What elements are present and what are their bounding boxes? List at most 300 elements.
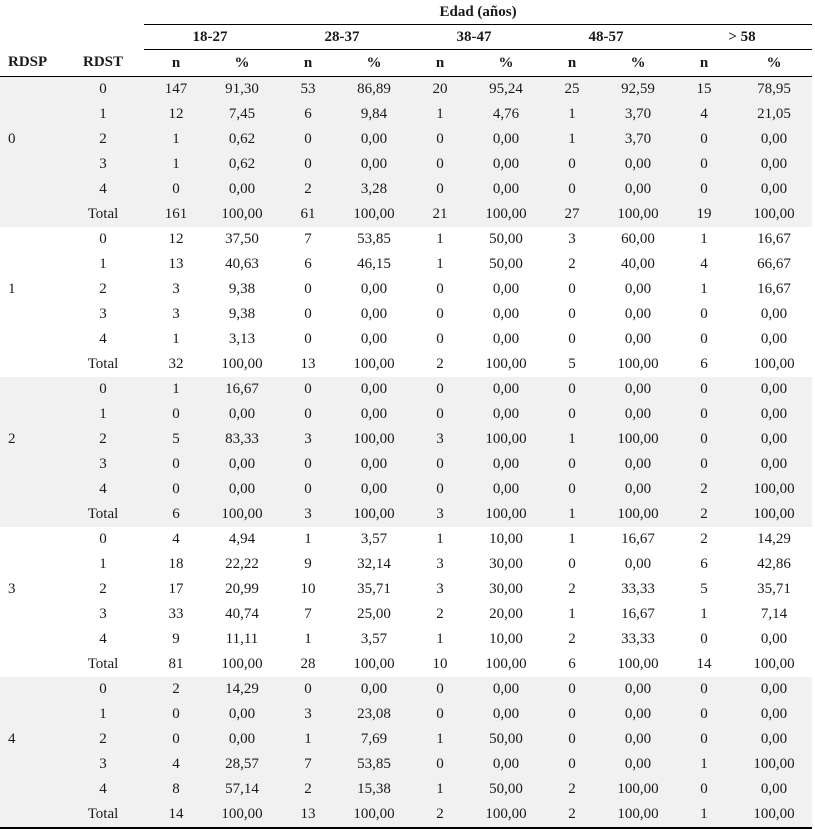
n-cell: 3 [276,427,340,452]
n-cell: 2 [700,531,708,547]
rdst-cell: 4 [99,631,107,647]
n-cell: 1 [700,606,708,622]
rdsp-cell [0,327,62,352]
pct-cell: 7,69 [340,727,408,752]
rdsp-cell [0,802,62,828]
n-cell: 0 [540,452,604,477]
pct-cell: 0,00 [208,452,276,477]
n-cell: 61 [276,202,340,227]
n-cell: 13 [168,256,184,272]
n-cell: 0 [408,377,472,402]
table-row [0,302,812,327]
n-cell: 5 [568,356,576,372]
rdsp-cell [0,202,62,227]
n-cell: 5 [144,427,208,452]
pct-cell: 16,67 [757,281,791,297]
n-cell: 6 [144,502,208,527]
n-cell: 2 [276,177,340,202]
n-cell: 12 [144,102,208,127]
rdsp-cell [0,177,62,202]
pct-cell: 0,00 [604,477,672,502]
rdst-cell: 3 [62,452,144,477]
pct-cell: 57,14 [208,777,276,802]
pct-cell: 50,00 [489,256,523,272]
pct-cell: 53,85 [357,231,391,247]
n-cell: 0 [144,727,208,752]
pct-cell: 0,00 [208,402,276,427]
n-cell: 0 [540,177,604,202]
pct-cell: 0,00 [492,331,520,347]
n-cell: 4 [700,256,708,272]
pct-cell: 0,00 [604,152,672,177]
n-cell: 13 [276,802,340,828]
n-cell: 0 [540,402,604,427]
n-header: n [276,50,340,77]
n-cell: 0 [672,377,736,402]
n-cell: 0 [568,556,576,572]
n-cell: 1 [436,256,444,272]
n-cell: 0 [276,127,340,152]
n-cell: 6 [276,102,340,127]
pct-cell: 3,70 [604,127,672,152]
n-cell: 6 [700,556,708,572]
table-row [0,702,812,727]
n-cell: 4 [172,531,180,547]
rdsp-cell [0,677,62,702]
n-cell: 0 [436,281,444,297]
pct-cell: 0,00 [360,306,388,322]
rdst-cell: 2 [99,281,107,297]
n-cell: 81 [168,656,184,672]
pct-cell: 32,14 [357,556,391,572]
pct-header: % [208,50,276,77]
rdst-cell: Total [62,802,144,828]
pct-cell: 100,00 [753,356,795,372]
n-cell: 2 [568,581,576,597]
rdsp-cell [0,102,62,127]
rdst-cell: 1 [99,256,107,272]
pct-cell: 100,00 [617,656,659,672]
pct-cell: 11,11 [225,631,259,647]
pct-cell: 0,00 [604,177,672,202]
pct-cell: 0,00 [340,452,408,477]
table-row [0,552,812,577]
n-cell: 2 [672,502,736,527]
pct-cell: 100,00 [340,502,408,527]
pct-cell: 0,00 [472,177,540,202]
pct-cell: 0,00 [208,477,276,502]
pct-cell: 100,00 [353,356,395,372]
n-cell: 0 [408,127,472,152]
table-row [0,477,812,502]
table-row [0,577,812,602]
rdst-cell: 0 [62,77,144,103]
rdsp-cell [0,627,62,652]
table-row [0,452,812,477]
rdst-cell: 2 [99,581,107,597]
n-cell: 1 [144,152,208,177]
table-row [0,627,812,652]
n-cell: 9 [304,556,312,572]
rdst-cell: 0 [99,231,107,247]
pct-cell: 20,00 [489,606,523,622]
n-cell: 6 [304,256,312,272]
n-cell: 1 [568,531,576,547]
pct-cell: 0,00 [340,677,408,702]
pct-cell: 46,15 [357,256,391,272]
n-cell: 0 [144,177,208,202]
pct-cell: 50,00 [472,727,540,752]
rdsp-cell [0,477,62,502]
n-header: n [672,50,736,77]
n-cell: 1 [304,631,312,647]
n-cell: 0 [276,452,340,477]
n-cell: 0 [276,402,340,427]
table-row [0,777,812,802]
n-cell: 0 [436,306,444,322]
rdst-cell: 4 [62,177,144,202]
pct-cell: 0,00 [340,152,408,177]
n-cell: 15 [672,77,736,103]
n-header: n [408,50,472,77]
n-cell: 2 [540,802,604,828]
pct-cell: 3,57 [360,631,388,647]
n-cell: 0 [672,427,736,452]
n-cell: 3 [172,306,180,322]
pct-cell: 0,00 [340,377,408,402]
n-cell: 3 [276,702,340,727]
n-cell: 1 [672,802,736,828]
pct-cell: 91,30 [208,77,276,103]
n-cell: 0 [408,402,472,427]
n-cell: 0 [568,306,576,322]
pct-cell: 100,00 [604,502,672,527]
pct-cell: 50,00 [472,777,540,802]
table-row [0,252,812,277]
n-cell: 0 [540,677,604,702]
rdst-cell: 1 [62,102,144,127]
pct-cell: 60,00 [621,231,655,247]
n-cell: 0 [276,377,340,402]
n-cell: 1 [408,727,472,752]
n-cell: 17 [168,581,184,597]
pct-cell: 0,00 [208,702,276,727]
n-cell: 7 [304,606,312,622]
rdst-cell: 4 [99,331,107,347]
rdsp-cell [0,502,62,527]
pct-cell: 100,00 [604,202,672,227]
pct-cell: 0,00 [472,402,540,427]
pct-cell: 35,71 [357,581,391,597]
n-cell: 21 [408,202,472,227]
pct-cell: 16,67 [208,377,276,402]
n-cell: 28 [300,656,316,672]
rdst-cell: 3 [99,606,107,622]
n-cell: 0 [276,152,340,177]
n-cell: 2 [144,677,208,702]
pct-cell: 22,22 [225,556,259,572]
rdsp-cell [0,452,62,477]
pct-cell: 3,28 [340,177,408,202]
table-row [0,802,812,828]
n-cell: 0 [144,702,208,727]
n-cell: 0 [672,677,736,702]
pct-cell: 0,00 [736,427,812,452]
pct-cell: 100,00 [208,802,276,828]
n-cell: 0 [672,402,736,427]
n-cell: 0 [276,677,340,702]
rdsp-cell [0,552,62,577]
rdst-cell: 2 [62,727,144,752]
pct-cell: 0,00 [604,752,672,777]
table-row [0,752,812,777]
n-cell: 0 [672,727,736,752]
pct-cell: 10,00 [489,531,523,547]
rdst-cell: 0 [62,677,144,702]
pct-cell: 100,00 [736,752,812,777]
pct-cell: 100,00 [472,202,540,227]
pct-cell: 7,45 [208,102,276,127]
pct-cell: 0,00 [736,702,812,727]
n-cell: 0 [672,702,736,727]
pct-cell: 0,00 [604,402,672,427]
pct-cell: 0,62 [208,127,276,152]
pct-cell: 20,99 [225,581,259,597]
n-cell: 7 [304,231,312,247]
pct-cell: 0,00 [736,177,812,202]
n-cell: 1 [540,502,604,527]
rdsp-header: RDSP [0,50,62,77]
n-cell: 0 [700,631,708,647]
pct-cell: 0,00 [472,452,540,477]
n-cell: 4 [144,752,208,777]
n-cell: 0 [540,727,604,752]
pct-cell: 100,00 [736,802,812,828]
pct-cell: 0,00 [208,727,276,752]
pct-cell: 0,00 [472,752,540,777]
pct-cell: 0,00 [604,677,672,702]
pct-cell: 0,00 [208,177,276,202]
rdsp-cell [0,602,62,627]
pct-cell: 0,00 [624,556,652,572]
n-cell: 1 [408,777,472,802]
age-group-header: > 58 [672,25,812,50]
n-cell: 1 [172,331,180,347]
pct-cell: 28,57 [208,752,276,777]
pct-cell: 0,00 [604,377,672,402]
n-cell: 9 [172,631,180,647]
n-cell: 3 [408,502,472,527]
n-cell: 4 [672,102,736,127]
pct-cell: 0,00 [736,152,812,177]
pct-cell: 100,00 [208,502,276,527]
pct-cell: 0,00 [736,777,812,802]
n-cell: 1 [540,102,604,127]
rdst-cell: Total [62,202,144,227]
pct-cell: 100,00 [604,777,672,802]
pct-cell: 100,00 [340,202,408,227]
pct-cell: 92,59 [604,77,672,103]
pct-cell: 100,00 [485,356,527,372]
n-cell: 0 [700,306,708,322]
table-row [0,402,812,427]
n-cell: 0 [540,477,604,502]
n-cell: 3 [408,427,472,452]
age-group-header: 18-27 [144,25,276,50]
n-cell: 0 [408,452,472,477]
n-cell: 53 [276,77,340,103]
n-header: n [144,50,208,77]
n-cell: 6 [700,356,708,372]
n-cell: 1 [436,531,444,547]
n-cell: 14 [144,802,208,828]
pct-cell: 0,00 [360,281,388,297]
pct-cell: 4,76 [472,102,540,127]
pct-cell: 14,29 [757,531,791,547]
n-cell: 1 [540,127,604,152]
pct-cell: 16,67 [757,231,791,247]
rdst-cell: Total [62,502,144,527]
n-cell: 0 [672,127,736,152]
n-cell: 1 [436,231,444,247]
rdst-cell: 0 [99,531,107,547]
rdsp-cell: 0 [0,127,62,152]
pct-cell: 14,29 [208,677,276,702]
pct-cell: 100,00 [604,427,672,452]
rdsp-cell [0,702,62,727]
n-cell: 0 [408,702,472,727]
pct-cell: 100,00 [604,802,672,828]
pct-cell: 37,50 [225,231,259,247]
pct-cell: 50,00 [489,231,523,247]
pct-cell: 100,00 [472,802,540,828]
pct-cell: 0,00 [472,677,540,702]
table-row [0,502,812,527]
rdst-cell: 1 [62,702,144,727]
pct-cell: 0,00 [624,331,652,347]
pct-cell: 100,00 [208,202,276,227]
pct-cell: 33,33 [621,581,655,597]
n-cell: 18 [168,556,184,572]
rdsp-cell [0,777,62,802]
n-cell: 0 [568,281,576,297]
rdsp-cell [0,152,62,177]
n-cell: 1 [540,427,604,452]
pct-cell: 0,00 [604,727,672,752]
n-cell: 0 [276,477,340,502]
pct-cell: 0,00 [604,452,672,477]
pct-cell: 0,00 [736,727,812,752]
rdsp-cell [0,402,62,427]
n-cell: 0 [408,152,472,177]
pct-cell: 100,00 [736,477,812,502]
pct-cell: 100,00 [472,502,540,527]
n-cell: 0 [408,477,472,502]
n-cell: 12 [168,231,184,247]
pct-cell: 0,00 [604,702,672,727]
pct-cell: 0,00 [472,377,540,402]
pct-cell: 78,95 [736,77,812,103]
pct-cell: 0,00 [760,631,788,647]
table-row [0,677,812,702]
pct-cell: 23,08 [340,702,408,727]
pct-cell: 0,00 [624,306,652,322]
rdst-cell: 0 [62,377,144,402]
n-cell: 1 [304,531,312,547]
table-row [0,202,812,227]
pct-cell: 0,00 [760,331,788,347]
pct-cell: 83,33 [208,427,276,452]
n-cell: 1 [144,377,208,402]
n-cell: 2 [568,631,576,647]
table-row [0,727,812,752]
pct-cell: 0,00 [472,152,540,177]
n-cell: 1 [700,231,708,247]
pct-cell: 0,00 [492,281,520,297]
n-header: n [540,50,604,77]
table-row [0,377,812,402]
n-cell: 7 [276,752,340,777]
pct-cell: 42,86 [757,556,791,572]
n-cell: 0 [408,752,472,777]
pct-cell: 0,00 [624,281,652,297]
table-row [0,102,812,127]
n-cell: 0 [304,281,312,297]
rdst-cell: 2 [62,427,144,452]
n-cell: 27 [540,202,604,227]
table-row [0,652,812,677]
n-cell: 10 [432,656,448,672]
pct-cell: 100,00 [340,802,408,828]
n-cell: 0 [540,752,604,777]
pct-cell: 0,00 [492,306,520,322]
rdst-cell: 3 [62,152,144,177]
rdsp-cell [0,77,62,103]
pct-cell: 0,00 [472,127,540,152]
rdst-cell: Total [87,656,119,672]
table-row [0,152,812,177]
pct-cell: 100,00 [617,356,659,372]
n-cell: 1 [436,631,444,647]
rdst-cell: 1 [62,402,144,427]
rdsp-cell [0,527,62,552]
pct-cell: 40,63 [225,256,259,272]
n-cell: 0 [672,152,736,177]
table-row [0,602,812,627]
header-row-edad [0,0,812,25]
n-cell: 1 [568,606,576,622]
n-cell: 33 [168,606,184,622]
n-cell: 5 [700,581,708,597]
n-cell: 0 [144,477,208,502]
table-row [0,277,812,302]
n-cell: 3 [172,281,180,297]
pct-cell: 0,00 [472,477,540,502]
n-cell: 2 [436,356,444,372]
rdsp-cell [0,302,62,327]
n-cell: 0 [540,702,604,727]
pct-cell: 0,00 [736,377,812,402]
table-row [0,227,812,252]
pct-cell: 0,00 [360,331,388,347]
pct-cell: 16,67 [621,606,655,622]
n-cell: 3 [276,502,340,527]
pct-header: % [340,50,408,77]
table-row [0,352,812,377]
age-group-header: 48-57 [540,25,672,50]
pct-cell: 100,00 [736,202,812,227]
age-group-header: 28-37 [276,25,408,50]
